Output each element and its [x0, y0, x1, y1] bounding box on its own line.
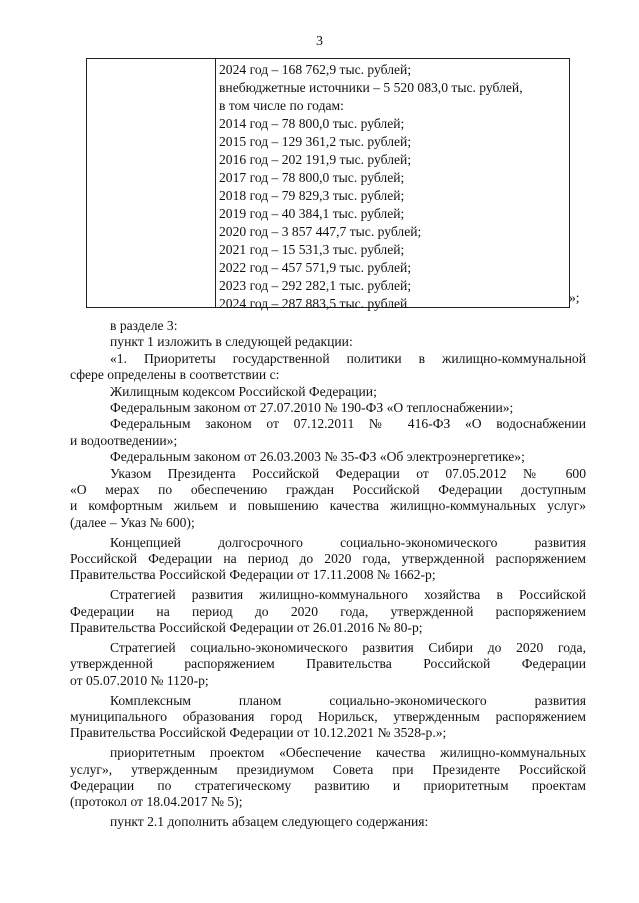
paragraph — [70, 449, 586, 465]
paragraph — [70, 745, 586, 811]
text-line: муниципального образования город Норильск, утвержденным распоряжением — [70, 708, 586, 724]
text-line: Российской Федерации на период до 2020 года, утвержденной распоряжением — [70, 551, 586, 567]
text-line: (протокол от 18.04.2017 № 5); — [70, 794, 243, 810]
paragraph — [70, 693, 586, 742]
paragraph — [70, 535, 586, 584]
text-line: в разделе 3: — [110, 318, 178, 333]
text-line: (далее – Указ № 600); — [70, 514, 195, 530]
text-line: пункт 2.1 дополнить абзацем следующего содержания: — [110, 814, 429, 830]
table-line: в том числе по годам: — [219, 98, 344, 113]
text-line: «О мерах по обеспечению граждан Российской Федерации доступным — [70, 482, 586, 498]
paragraph — [70, 334, 586, 350]
page-number: 3 — [316, 34, 323, 49]
paragraph — [70, 814, 586, 830]
paragraph — [70, 318, 586, 334]
table-line: 2017 год – 78 800,0 тыс. рублей; — [219, 170, 405, 185]
table-line: 2024 год – 287 883,5 тыс. рублей — [219, 296, 408, 311]
text-line: Жилищным кодексом Российской Федерации; — [110, 383, 377, 399]
text-line: и водоотведении»; — [70, 432, 178, 448]
funding-table — [86, 58, 570, 311]
paragraph — [70, 587, 586, 636]
table-line: 2021 год – 15 531,3 тыс. рублей; — [219, 242, 405, 257]
paragraph — [70, 400, 586, 416]
text-line: «1. Приоритеты государственной политики в жилищно-коммунальной — [110, 350, 586, 366]
paragraph — [70, 466, 586, 532]
text-line: утвержденной распоряжением Правительства Российской Федерации — [70, 656, 586, 672]
text-line: Федерации по стратегическому развитию и приоритетным проектам — [70, 777, 586, 793]
text-line: Стратегией социально-экономического развития Сибири до 2020 года, — [110, 639, 586, 655]
closing-quote: »; — [569, 290, 580, 305]
table-column-divider — [215, 59, 216, 307]
paragraph — [70, 351, 586, 384]
table-line: 2022 год – 457 571,9 тыс. рублей; — [219, 260, 412, 275]
text-line: пункт 1 изложить в следующей редакции: — [110, 334, 353, 350]
paragraph — [70, 640, 586, 689]
text-line: от 05.07.2010 № 1120-р; — [70, 672, 209, 688]
text-line: Правительства Российской Федерации от 17.11.2008 № 1662-р; — [70, 567, 436, 583]
paragraph — [70, 384, 586, 400]
document-body — [70, 318, 586, 831]
paragraph — [70, 416, 586, 449]
text-line: Комплексным планом социально-экономического развития — [110, 692, 586, 708]
text-line: Стратегией развития жилищно-коммунального хозяйства в Российской — [110, 587, 586, 603]
table-line: 2016 год – 202 191,9 тыс. рублей; — [219, 152, 412, 167]
table-line: 2018 год – 79 829,3 тыс. рублей; — [219, 188, 405, 203]
table-line: 2023 год – 292 282,1 тыс. рублей; — [219, 278, 412, 293]
text-line: Указом Президента Российской Федерации от 07.05.2012 № 600 — [110, 465, 586, 481]
table-cell-funding — [219, 61, 569, 313]
text-line: Правительства Российской Федерации от 26.01.2016 № 80-р; — [70, 620, 423, 636]
text-line: Правительства Российской Федерации от 10.12.2021 № 3528-р.»; — [70, 725, 447, 741]
table-line: 2020 год – 3 857 447,7 тыс. рублей; — [219, 224, 422, 239]
table-line: 2015 год – 129 361,2 тыс. рублей; — [219, 134, 412, 149]
table-line: внебюджетные источники – 5 520 083,0 тыс. рублей, — [219, 80, 523, 95]
table-line: 2014 год – 78 800,0 тыс. рублей; — [219, 116, 405, 131]
table-line: 2019 год – 40 384,1 тыс. рублей; — [219, 206, 405, 221]
text-line: Федеральным законом от 26.03.2003 № 35-ФЗ «Об электроэнергетике»; — [110, 449, 525, 465]
text-line: Федеральным законом от 07.12.2011 № 416-ФЗ «О водоснабжении — [110, 416, 586, 432]
text-line: Федерации на период до 2020 года, утвержденной распоряжением — [70, 603, 586, 619]
text-line: сфере определены в соответствии с: — [70, 367, 280, 383]
text-line: Федеральным законом от 27.07.2010 № 190-ФЗ «О теплоснабжении»; — [110, 400, 514, 416]
text-line: услуг», утвержденным президиумом Совета при Президенте Российской — [70, 761, 586, 777]
text-line: приоритетным проектом «Обеспечение качества жилищно-коммунальных — [110, 745, 586, 761]
text-line: и комфортным жильем и повышению качества жилищно-коммунальных услуг» — [70, 498, 586, 514]
text-line: Концепцией долгосрочного социально-экономического развития — [110, 534, 586, 550]
table-line: 2024 год – 168 762,9 тыс. рублей; — [219, 62, 412, 77]
